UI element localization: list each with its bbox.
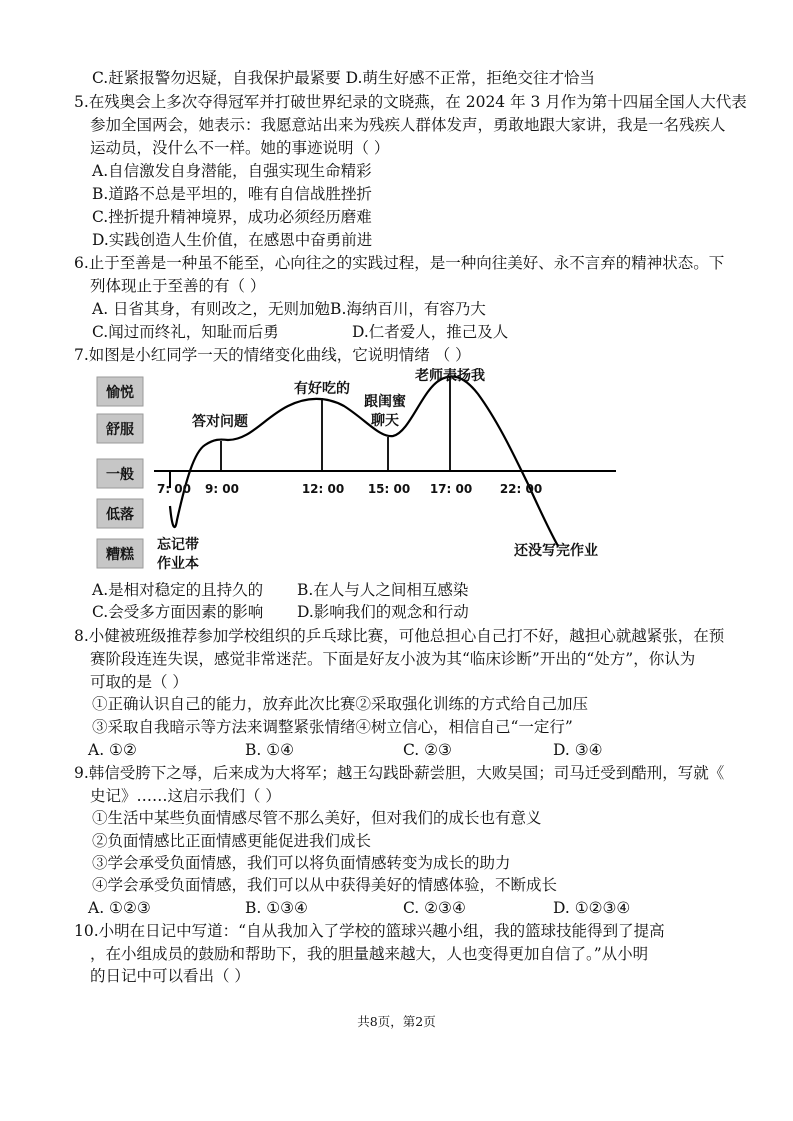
q8-stem-line-3: 可取的是（ ） <box>90 673 188 691</box>
q5-stem-line-1: 5.在残奥会上多次夺得冠军并打破世界纪录的文晓燕，在 2024 年 3 月作为第十四届全国人大代表 <box>74 93 747 111</box>
q10-stem-line-1: 10.小明在日记中写道：“自从我加入了学校的篮球兴趣小组，我的篮球技能得到了提高 <box>74 922 665 940</box>
q8-stem-line-2: 赛阶段连连失误，感觉非常迷茫。下面是好友小波为其“临床诊断”开出的“处方”，你认为 <box>90 650 696 668</box>
q8-option-c: C. ②③ <box>403 741 452 759</box>
annotation-4-0: 老师表扬我 <box>415 368 485 384</box>
annotation-2-0: 有好吃的 <box>294 381 350 397</box>
q6-stem-line-2: 列体现止于至善的有（ ） <box>90 277 266 295</box>
q9-item-4: ④学会承受负面情感，我们可以从中获得美好的情感体验，不断成长 <box>92 876 558 894</box>
x-tick-2: 12: 00 <box>301 482 345 496</box>
q6-option-d: D.仁者爱人，推己及人 <box>352 323 509 341</box>
q7-option-b: B.在人与人之间相互感染 <box>297 581 469 599</box>
annotation-3-1: 聊天 <box>371 413 399 429</box>
annotation-1-0: 答对问题 <box>192 414 248 430</box>
q8-item-12: ①正确认识自己的能力，放弃此次比赛②采取强化训练的方式给自己加压 <box>92 695 589 713</box>
annotation-0-1: 作业本 <box>157 556 199 572</box>
q9-stem-line-1: 9.韩信受胯下之辱，后来成为大将军；越王勾践卧薪尝胆，大败吴国；司马迁受到酷刑，写就《 <box>74 764 725 782</box>
x-tick-1: 9: 00 <box>204 482 240 496</box>
q4-options-cd: C.赶紧报警勿迟疑，自我保护最紧要 D.萌生好感不正常，拒绝交往才恰当 <box>92 69 595 87</box>
level-label-1: 舒服 <box>106 422 134 438</box>
q5-stem-line-2: 参加全国两会，她表示：我愿意站出来为残疾人群体发声，勇敢地跟大家讲，我是一名残疾人 <box>90 116 726 134</box>
q6-stem-line-1: 6.止于至善是一种虽不能至，心向往之的实践过程，是一种向往美好、永不言弃的精神状态。下 <box>74 254 725 272</box>
page-footer: 共8页，第2页 <box>357 1014 436 1029</box>
emotion-chart <box>88 368 618 580</box>
x-tick-3: 15: 00 <box>367 482 411 496</box>
level-label-2: 一般 <box>106 467 134 483</box>
q9-option-c: C. ②③④ <box>403 899 466 917</box>
q9-stem-line-2: 史记》……这启示我们（ ） <box>90 787 281 805</box>
q5-option-d: D.实践创造人生价值，在感恩中奋勇前进 <box>92 231 373 249</box>
annotation-0-0: 忘记带 <box>157 537 199 553</box>
q8-options <box>0 740 793 760</box>
q7-stem: 7.如图是小红同学一天的情绪变化曲线，它说明情绪 （ ） <box>74 346 471 364</box>
q8-option-d: D. ③④ <box>553 741 603 759</box>
q8-option-a: A. ①② <box>88 741 137 759</box>
q9-item-1: ①生活中某些负面情感尽管不那么美好，但对我们的成长也有意义 <box>92 809 542 827</box>
q5-option-c: C.挫折提升精神境界，成功必须经历磨难 <box>92 208 372 226</box>
q9-options <box>0 898 793 918</box>
q9-option-b: B. ①③④ <box>245 899 308 917</box>
q10-stem-line-2: ，在小组成员的鼓励和帮助下，我的胆量越来越大，人也变得更加自信了。”从小明 <box>90 945 649 963</box>
q6-option-c: C.闻过而终礼，知耻而后勇 <box>92 323 279 341</box>
x-tick-0: 7: 00 <box>156 482 192 496</box>
level-label-0: 愉悦 <box>106 385 134 401</box>
q9-option-a: A. ①②③ <box>88 899 151 917</box>
x-tick-4: 17: 00 <box>429 482 473 496</box>
q8-stem-line-1: 8.小健被班级推荐参加学校组织的乒乓球比赛，可他总担心自己打不好，越担心就越紧张，在预 <box>74 627 725 645</box>
annotation-3-0: 跟闺蜜 <box>364 394 406 410</box>
annotation-5-0: 还没写完作业 <box>514 543 598 559</box>
q7-option-c: C.会受多方面因素的影响 <box>92 603 264 621</box>
q5-option-a: A.自信激发自身潜能，自强实现生命精彩 <box>92 162 372 180</box>
q10-stem-line-3: 的日记中可以看出（ ） <box>90 967 250 985</box>
q5-option-b: B.道路不总是平坦的，唯有自信战胜挫折 <box>92 185 372 203</box>
q7-option-a: A.是相对稳定的且持久的 <box>92 581 264 599</box>
q9-item-2: ②负面情感比正面情感更能促进我们成长 <box>92 832 372 850</box>
level-label-4: 糟糕 <box>106 547 134 563</box>
q9-item-3: ③学会承受负面情感，我们可以将负面情感转变为成长的助力 <box>92 854 511 872</box>
level-label-3: 低落 <box>106 507 134 523</box>
q9-option-d: D. ①②③④ <box>553 899 631 917</box>
q7-option-d: D.影响我们的观念和行动 <box>297 603 469 621</box>
q8-option-b: B. ①④ <box>245 741 295 759</box>
q8-item-34: ③采取自我暗示等方法来调整紧张情绪④树立信心，相信自己“一定行” <box>92 718 573 736</box>
q6-option-ab: A. 日省其身，有则改之，无则加勉B.海纳百川，有容乃大 <box>92 300 486 318</box>
x-tick-5: 22: 00 <box>499 482 543 496</box>
q5-stem-line-3: 运动员，没什么不一样。她的事迹说明（ ） <box>90 139 390 157</box>
